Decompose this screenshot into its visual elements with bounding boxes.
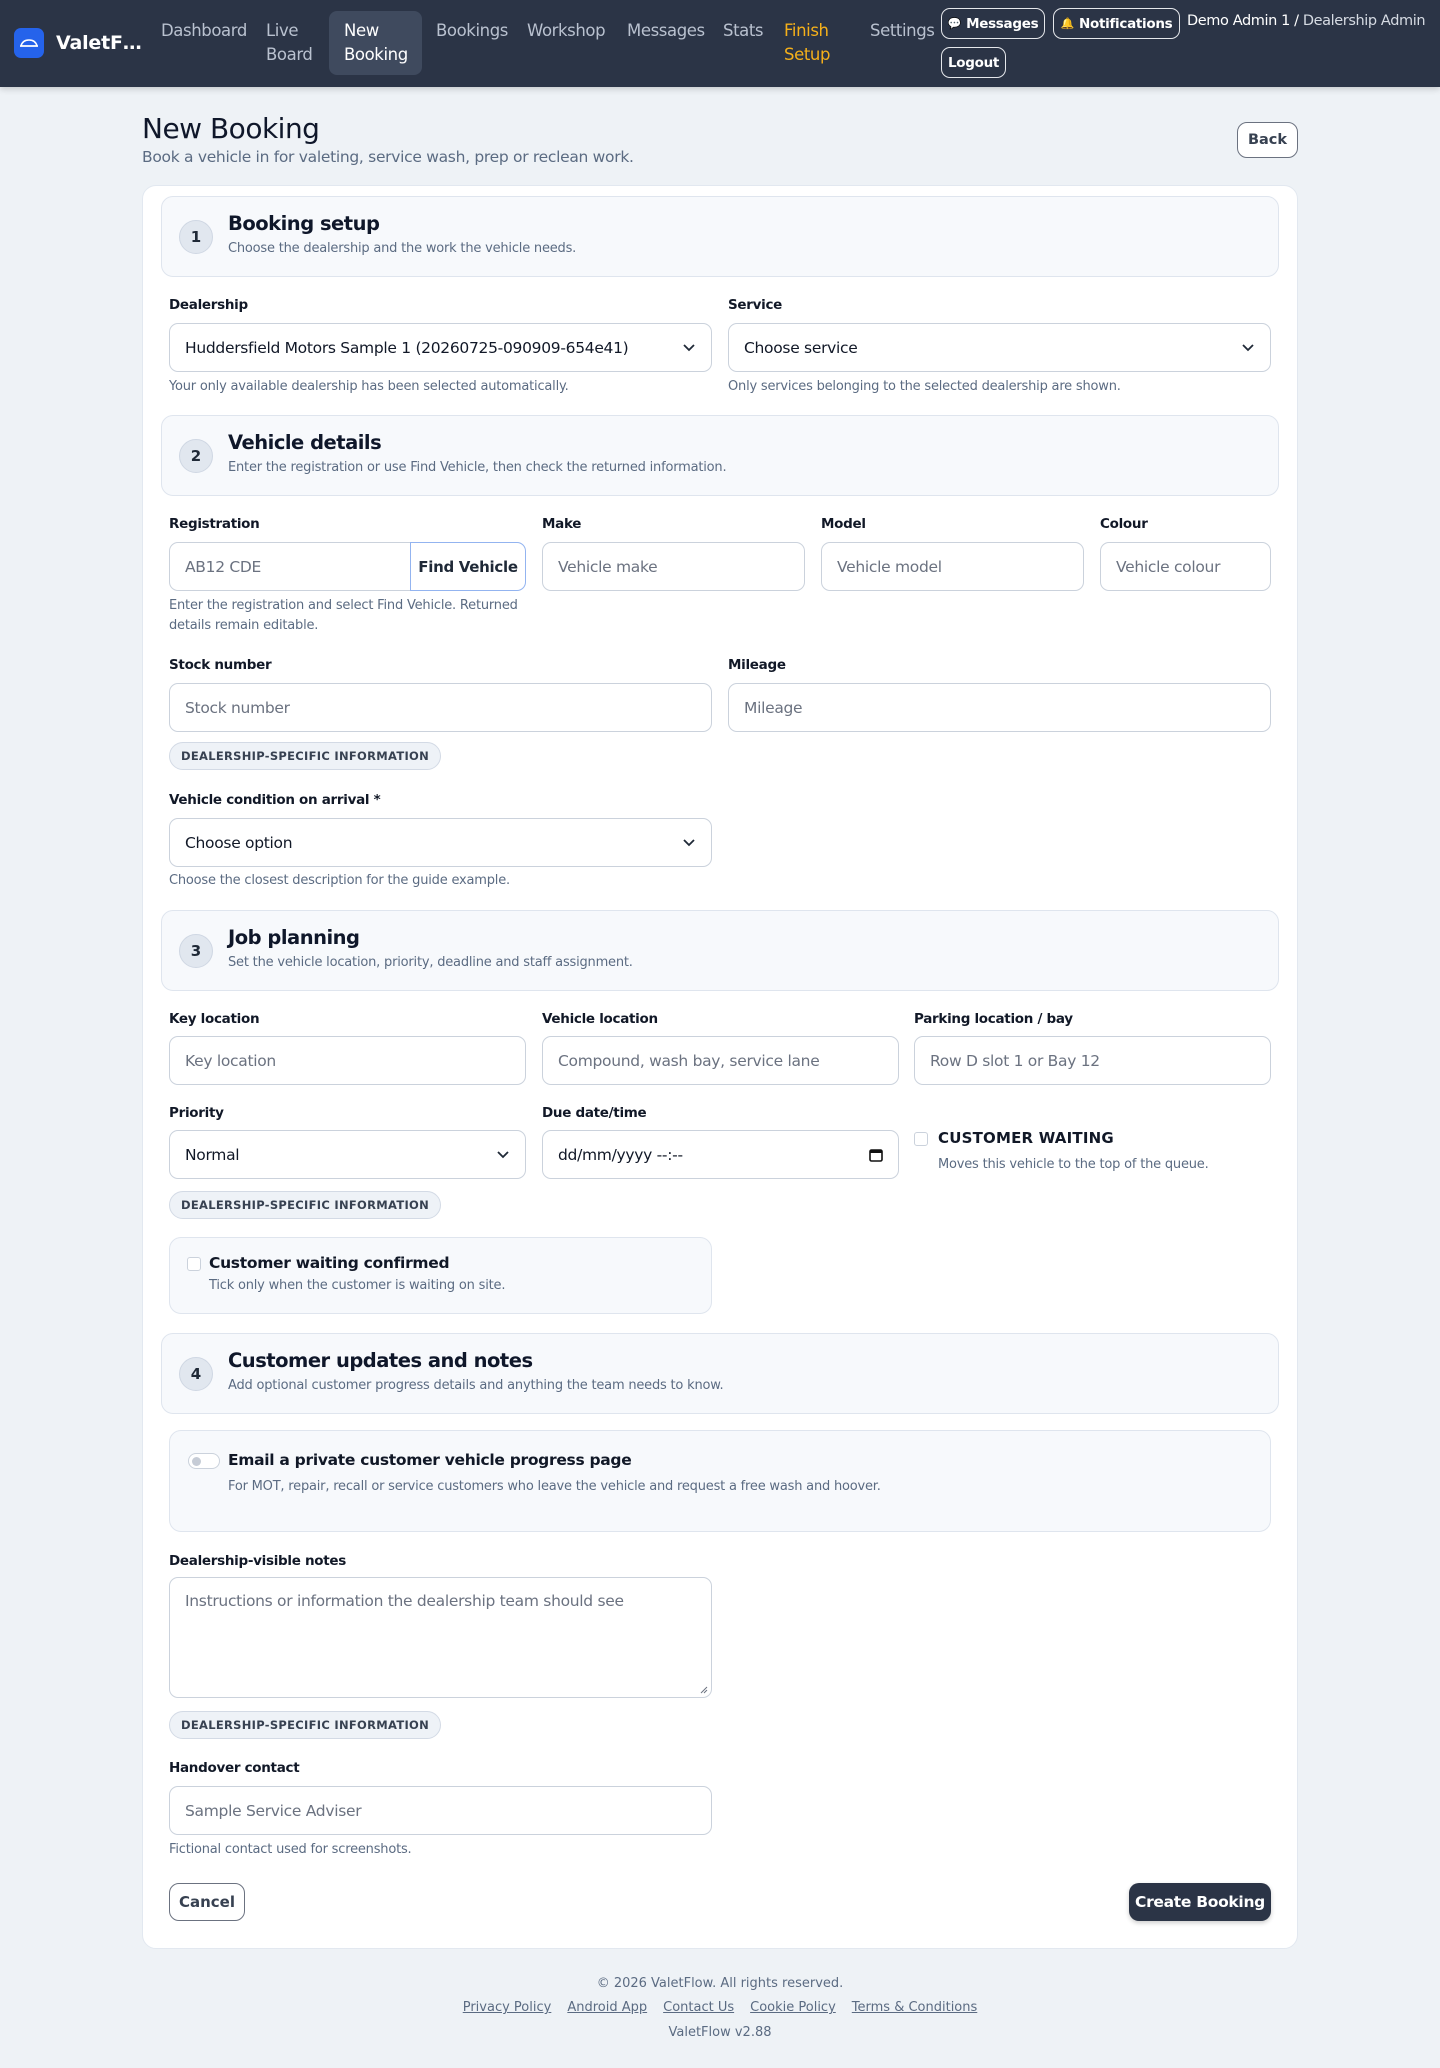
nav-live-board[interactable] — [266, 19, 313, 67]
condition-value: Choose option — [185, 833, 293, 852]
nav-bookings[interactable]: Bookings — [436, 21, 508, 40]
resize-handle-icon[interactable] — [700, 1686, 708, 1694]
key-location-label: Key location — [169, 1011, 260, 1027]
stock-number-label: Stock number — [169, 657, 272, 673]
toggle-knob — [192, 1457, 201, 1466]
dealership-help: Your only available dealership has been selected automatically. — [169, 379, 569, 394]
nav-dashboard[interactable]: Dashboard — [161, 21, 247, 40]
model-label: Model — [821, 516, 866, 532]
handover-contact-label: Handover contact — [169, 1760, 300, 1776]
nav-new-booking[interactable] — [329, 11, 422, 75]
email-progress-desc: For MOT, repair, recall or service customers who leave the vehicle and request a free wash and hoover. — [228, 1479, 881, 1494]
registration-help-line1: Enter the registration and select Find Vehicle. Returned — [169, 598, 518, 613]
chevron-down-icon — [495, 1146, 511, 1162]
mileage-input[interactable]: Mileage — [728, 683, 1271, 732]
priority-label: Priority — [169, 1105, 224, 1121]
notes-label: Dealership-visible notes — [169, 1553, 347, 1569]
service-value: Choose service — [744, 338, 858, 357]
key-location-input[interactable]: Key location — [169, 1036, 526, 1085]
page-subtitle: Book a vehicle in for valeting, service wash, prep or reclean work. — [142, 148, 634, 166]
user-info — [1187, 13, 1425, 29]
chevron-down-icon — [681, 834, 697, 850]
section-description: Choose the dealership and the work the vehicle needs. — [228, 241, 577, 256]
logout-button[interactable]: Logout — [941, 47, 1006, 78]
find-vehicle-button[interactable]: Find Vehicle — [410, 542, 526, 591]
handover-contact-help: Fictional contact used for screenshots. — [169, 1842, 412, 1857]
dealership-select[interactable] — [169, 323, 712, 372]
notes-textarea[interactable] — [169, 1577, 712, 1698]
model-input[interactable]: Vehicle model — [821, 542, 1084, 591]
service-select[interactable] — [728, 323, 1271, 372]
footer-link-cookie[interactable]: Cookie Policy — [750, 2000, 836, 2015]
nav-finish-setup[interactable] — [784, 19, 830, 67]
user-role: Dealership Admin — [1302, 13, 1426, 29]
nav-messages[interactable]: Messages — [627, 21, 705, 40]
section-vehicle-details — [161, 415, 1279, 496]
parking-location-input[interactable]: Row D slot 1 or Bay 12 — [914, 1036, 1271, 1085]
due-date-value: dd/mm/yyyy --:-- — [558, 1145, 683, 1164]
footer-version: ValetFlow v2.88 — [668, 2025, 772, 2040]
registration-help-line2: details remain editable. — [169, 618, 319, 633]
footer-link-android-app[interactable]: Android App — [567, 2000, 648, 2015]
chevron-down-icon — [1240, 339, 1256, 355]
customer-waiting-title: CUSTOMER WAITING — [938, 1129, 1114, 1147]
step-number: 4 — [179, 1357, 213, 1391]
brand[interactable] — [14, 28, 142, 58]
section-title: Job planning — [228, 926, 360, 949]
dealership-specific-badge: DEALERSHIP-SPECIFIC INFORMATION — [169, 1191, 441, 1219]
notifications-button-label: Notifications — [1079, 15, 1173, 32]
footer-link-terms[interactable]: Terms & Conditions — [851, 2000, 978, 2015]
step-number: 2 — [179, 439, 213, 473]
footer-links — [0, 2000, 1440, 2015]
top-navbar — [0, 0, 1440, 87]
registration-help — [169, 596, 518, 636]
priority-value: Normal — [185, 1145, 240, 1164]
customer-waiting-checkbox[interactable] — [914, 1132, 928, 1146]
car-logo-icon — [14, 28, 44, 58]
footer-link-contact[interactable]: Contact Us — [663, 2000, 735, 2015]
mileage-label: Mileage — [728, 657, 786, 673]
customer-waiting-confirmed-title: Customer waiting confirmed — [209, 1254, 450, 1272]
make-label: Make — [542, 516, 582, 532]
section-description: Add optional customer progress details and anything the team needs to know. — [228, 1378, 724, 1393]
dealership-value: Huddersfield Motors Sample 1 (20260725-090909-654e41) — [185, 338, 629, 357]
section-title: Customer updates and notes — [228, 1349, 533, 1372]
customer-waiting-confirmed-checkbox[interactable] — [187, 1257, 201, 1271]
brand-name: ValetF… — [56, 32, 142, 54]
nav-settings[interactable]: Settings — [870, 21, 935, 40]
section-title: Booking setup — [228, 212, 380, 235]
bell-icon: 🔔 — [1060, 17, 1075, 30]
create-booking-button[interactable]: Create Booking — [1129, 1883, 1271, 1921]
registration-input[interactable]: AB12 CDE — [169, 542, 414, 591]
handover-contact-input[interactable]: Sample Service Adviser — [169, 1786, 712, 1835]
section-customer-updates — [161, 1333, 1279, 1414]
condition-help: Choose the closest description for the guide example. — [169, 873, 510, 888]
calendar-icon[interactable] — [868, 1147, 884, 1163]
due-date-label: Due date/time — [542, 1105, 647, 1121]
notifications-button[interactable] — [1053, 8, 1180, 39]
email-progress-toggle[interactable] — [188, 1453, 220, 1469]
dealership-label: Dealership — [169, 297, 248, 313]
section-booking-setup — [161, 196, 1279, 277]
customer-waiting-confirmed-desc: Tick only when the customer is waiting on site. — [209, 1278, 506, 1293]
nav-new-booking-line1: New — [344, 21, 379, 40]
vehicle-location-input[interactable]: Compound, wash bay, service lane — [542, 1036, 899, 1085]
parking-location-label: Parking location / bay — [914, 1011, 1073, 1027]
nav-finish-setup-line2: Setup — [784, 45, 831, 64]
section-title: Vehicle details — [228, 431, 382, 454]
user-separator: / — [1289, 13, 1303, 29]
footer-link-privacy[interactable]: Privacy Policy — [462, 2000, 552, 2015]
email-progress-title: Email a private customer vehicle progress page — [228, 1451, 632, 1469]
notes-placeholder: Instructions or information the dealership team should see — [185, 1592, 624, 1610]
cancel-button[interactable]: Cancel — [169, 1883, 245, 1921]
vehicle-location-label: Vehicle location — [542, 1011, 658, 1027]
nav-stats[interactable]: Stats — [723, 21, 764, 40]
customer-waiting-confirmed-card — [169, 1237, 712, 1314]
step-number: 3 — [179, 934, 213, 968]
service-label: Service — [728, 297, 783, 313]
section-description: Enter the registration or use Find Vehicle, then check the returned information. — [228, 460, 727, 475]
messages-button[interactable] — [941, 8, 1045, 39]
nav-workshop[interactable]: Workshop — [527, 21, 606, 40]
service-help: Only services belonging to the selected dealership are shown. — [728, 379, 1121, 394]
customer-waiting-desc: Moves this vehicle to the top of the queue. — [938, 1157, 1209, 1172]
dealership-specific-badge: DEALERSHIP-SPECIFIC INFORMATION — [169, 742, 441, 770]
messages-button-label: Messages — [966, 15, 1039, 32]
step-number: 1 — [179, 220, 213, 254]
footer-copyright: © 2026 ValetFlow. All rights reserved. — [596, 1976, 844, 1991]
due-date-input[interactable] — [542, 1130, 899, 1179]
colour-input[interactable]: Vehicle colour — [1100, 542, 1271, 591]
make-input[interactable]: Vehicle make — [542, 542, 805, 591]
nav-new-booking-line2: Booking — [344, 45, 408, 64]
stock-number-input[interactable]: Stock number — [169, 683, 712, 732]
speech-bubble-icon: 💬 — [947, 17, 962, 30]
page-title: New Booking — [142, 112, 320, 145]
dealership-specific-badge: DEALERSHIP-SPECIFIC INFORMATION — [169, 1711, 441, 1739]
colour-label: Colour — [1100, 516, 1148, 532]
chevron-down-icon — [681, 339, 697, 355]
back-button[interactable]: Back — [1237, 122, 1298, 158]
nav-live-board-line1: Live — [266, 21, 299, 40]
registration-label: Registration — [169, 516, 260, 532]
user-name: Demo Admin 1 — [1187, 13, 1290, 29]
condition-label: Vehicle condition on arrival * — [169, 792, 381, 808]
section-description: Set the vehicle location, priority, deadline and staff assignment. — [228, 955, 633, 970]
nav-live-board-line2: Board — [266, 45, 313, 64]
nav-finish-setup-line1: Finish — [784, 21, 829, 40]
priority-select[interactable] — [169, 1130, 526, 1179]
section-job-planning — [161, 910, 1279, 991]
condition-select[interactable] — [169, 818, 712, 867]
